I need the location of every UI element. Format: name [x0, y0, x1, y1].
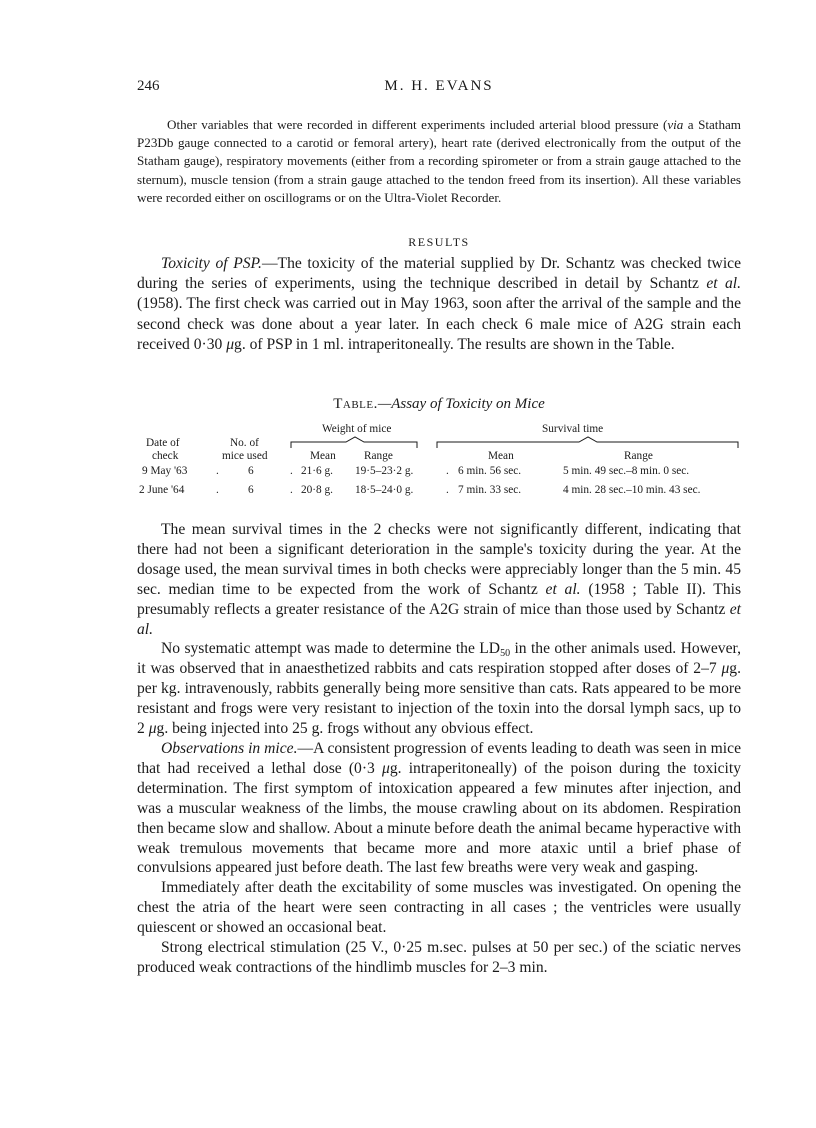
group-header-weight: Weight of mice [322, 423, 392, 435]
weight-brace [290, 436, 420, 450]
leader-dot: . [446, 465, 449, 477]
leader-dot: . [290, 465, 293, 477]
table-cell-count: 6 [248, 465, 254, 477]
leader-dot: . [446, 484, 449, 496]
results-body [137, 520, 741, 978]
table-cell-survival-range: 4 min. 28 sec.–10 min. 43 sec. [563, 484, 701, 496]
col-header-survival-mean: Mean [488, 450, 514, 462]
leader-dot: . [216, 465, 219, 477]
col-header-mice-2: mice used [222, 450, 268, 462]
survival-brace [436, 436, 741, 450]
col-header-survival-range: Range [624, 450, 653, 462]
table-cell-survival-mean: 6 min. 56 sec. [458, 465, 522, 477]
table-caption: Table.—Assay of Toxicity on Mice [333, 396, 545, 412]
toxicity-paragraph: Toxicity of PSP.—The toxicity of the material supplied by Dr. Schantz was checked twice during the series of experiments, using the technique described in detail by Schantz et al. (1958). The first check was carried out in May 1963, soon after the arrival of the sample and the second check was done about a year later. In each check 6 male mice of A2G strain each received 0·30 μg. of PSP in 1 ml. intraperitoneally. The results are shown in the Table. [137, 255, 741, 353]
table-cell-weight-range: 19·5–23·2 g. [355, 465, 414, 477]
section-heading-results: RESULTS [408, 235, 470, 249]
paragraph-ld50: No systematic attempt was made to determine the $LD_{50}$ in the other animals used. However, it was observed that in anaesthetized rabbits and cats respiration stopped after doses of 2–7 μg. per kg. intravenously, rabbits generally being more sensitive than cats. Rats appeared to be more resistant and frogs were very resistant to injection of the toxin into the dorsal lymph sacs, up to 2 μg. being injected into 25 g. frogs without any obvious effect. [137, 640, 741, 738]
paragraph-stimulation: Strong electrical stimulation (25 V., 0·25 m.sec. pulses at 50 per sec.) of the sciatic nerves produced weak contractions of the hindlimb muscles for 2–3 min. [137, 939, 741, 976]
table-cell-count: 6 [248, 484, 254, 496]
col-header-weight-mean: Mean [310, 450, 336, 462]
page-header [137, 78, 741, 98]
col-header-mice: No. of [230, 437, 259, 449]
paragraph-observations: Observations in mice.—A consistent progression of events leading to death was seen in mice that had received a lethal dose (0·3 μg. intraperitoneally) of the poison during the toxicity determination. The first symptom of intoxication appeared a few minutes after injection, and was a muscular weakness of the limbs, the mouse crawling about on its abdomen. Respiration then became slow and shallow. About a minute before death the animal became hyperactive with weak tremulous movements that became more and more ataxic until a brief phase of convulsions appeared just before death. The last few breaths were very weak and gasping. [137, 739, 741, 877]
table-cell-date: 9 May '63 [142, 465, 188, 477]
table-cell-weight-mean: 21·6 g. [301, 465, 334, 477]
leader-dot: . [290, 484, 293, 496]
paragraph-heading: Observations in mice. [161, 739, 298, 757]
col-header-date-2: check [152, 450, 179, 462]
leader-dot: . [216, 484, 219, 496]
paragraph-mean-survival: The mean survival times in the 2 checks were not significantly different, indicating that there had not been a significant deterioration in the sample's toxicity during the year. At the dosage used, the mean survival times in both checks were appreciably longer than the 5 min. 45 sec. median time to be expected from the work of Schantz et al. (1958 ; Table II). This presumably reflects a greater resistance of the A2G strain of mice than those used by Schantz et al. [137, 521, 742, 638]
group-header-survival: Survival time [542, 423, 604, 435]
table-cell-date: 2 June '64 [139, 484, 185, 496]
table-cell-weight-mean: 20·8 g. [301, 484, 334, 496]
running-head: M. H. EVANS [384, 78, 494, 94]
table-cell-weight-range: 18·5–24·0 g. [355, 484, 414, 496]
paragraph-after-death: Immediately after death the excitability of some muscles was investigated. On opening the chest the atria of the heart were seen contracting in all cases ; the ventricles were usually quiescent or showed an occasional beat. [137, 879, 741, 937]
table-cell-survival-range: 5 min. 49 sec.–8 min. 0 sec. [563, 465, 690, 477]
col-header-date: Date of [146, 437, 180, 449]
col-header-weight-range: Range [364, 450, 393, 462]
table-cell-survival-mean: 7 min. 33 sec. [458, 484, 522, 496]
paragraph-heading: Toxicity of PSP. [161, 255, 262, 272]
methods-paragraph: Other variables that were recorded in different experiments included arterial blood pressure (via a Statham P23Db gauge connected to a carotid or femoral artery), heart rate (derived electronically from the output of the Statham gauge), respiratory movements (either from a recording spirometer or from a strain gauge attached to the sternum), muscle tension (from a strain gauge attached to the tendon freed from its insertion). All these variables were recorded either on oscillograms or on the Ultra-Violet Recorder. [137, 117, 741, 205]
page-number: 246 [137, 78, 160, 94]
